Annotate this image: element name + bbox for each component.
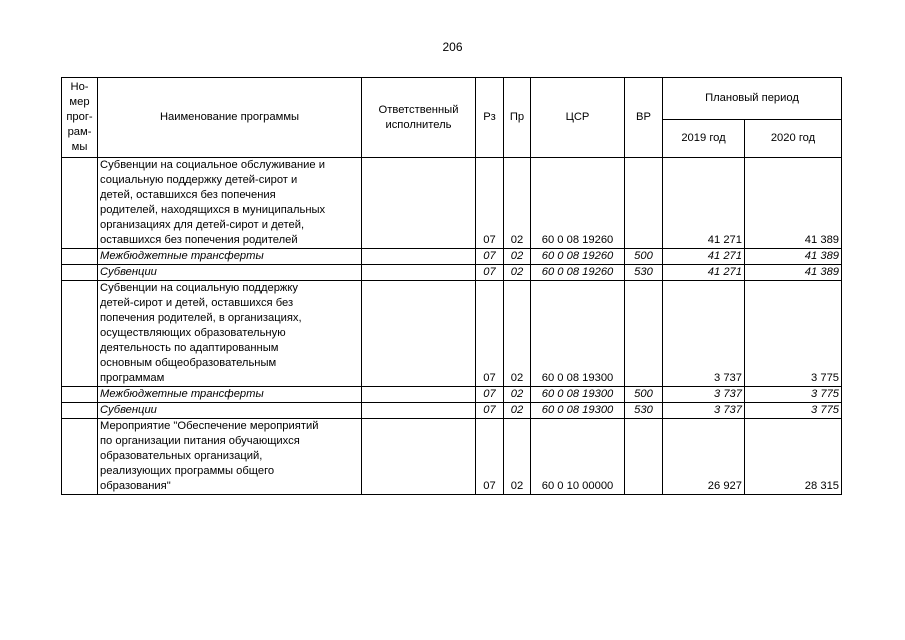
rz-cell: 07 bbox=[476, 281, 504, 387]
pr-cell: 02 bbox=[504, 419, 531, 495]
table-row bbox=[62, 249, 842, 265]
header-executor: Ответственный исполнитель bbox=[362, 78, 476, 158]
program-number-cell bbox=[62, 387, 98, 403]
year-2019-cell: 41 271 bbox=[663, 249, 745, 265]
program-number-cell bbox=[62, 265, 98, 281]
header-planned-period: Плановый период bbox=[663, 78, 842, 120]
vr-cell: 530 bbox=[625, 403, 663, 419]
table-row bbox=[62, 281, 842, 387]
year-2020-cell: 41 389 bbox=[745, 265, 842, 281]
executor-cell bbox=[362, 265, 476, 281]
header-year-2020: 2020 год bbox=[745, 120, 842, 158]
csr-cell: 60 0 08 19260 bbox=[531, 158, 625, 249]
executor-cell bbox=[362, 249, 476, 265]
program-number-cell bbox=[62, 281, 98, 387]
header-vr: ВР bbox=[625, 78, 663, 158]
csr-cell: 60 0 08 19300 bbox=[531, 281, 625, 387]
year-2020-cell: 41 389 bbox=[745, 249, 842, 265]
rz-cell: 07 bbox=[476, 158, 504, 249]
year-2019-cell: 41 271 bbox=[663, 265, 745, 281]
vr-cell: 500 bbox=[625, 387, 663, 403]
csr-cell: 60 0 08 19260 bbox=[531, 265, 625, 281]
budget-table bbox=[61, 77, 842, 495]
program-number-cell bbox=[62, 419, 98, 495]
executor-cell bbox=[362, 419, 476, 495]
header-program-name: Наименование программы bbox=[98, 78, 362, 158]
program-number-cell bbox=[62, 249, 98, 265]
program-name-cell: Субвенции на социальную поддержку детей-сирот и детей, оставшихся без попечения родителей, в организациях, осуществляющих образовательную деятельность по адаптированным основным общеобразовательным программам bbox=[98, 281, 362, 387]
vr-cell: 500 bbox=[625, 249, 663, 265]
header-program-number: Но- мер прог- рам- мы bbox=[62, 78, 98, 158]
csr-cell: 60 0 08 19300 bbox=[531, 403, 625, 419]
pr-cell: 02 bbox=[504, 281, 531, 387]
year-2020-cell: 28 315 bbox=[745, 419, 842, 495]
csr-cell: 60 0 08 19300 bbox=[531, 387, 625, 403]
header-row bbox=[62, 78, 842, 120]
executor-cell bbox=[362, 281, 476, 387]
pr-cell: 02 bbox=[504, 265, 531, 281]
year-2020-cell: 3 775 bbox=[745, 387, 842, 403]
program-number-cell bbox=[62, 158, 98, 249]
year-2019-cell: 26 927 bbox=[663, 419, 745, 495]
rz-cell: 07 bbox=[476, 387, 504, 403]
program-name-cell: Межбюджетные трансферты bbox=[98, 387, 362, 403]
year-2020-cell: 3 775 bbox=[745, 403, 842, 419]
executor-cell bbox=[362, 158, 476, 249]
rz-cell: 07 bbox=[476, 265, 504, 281]
vr-cell: 530 bbox=[625, 265, 663, 281]
table-row bbox=[62, 265, 842, 281]
header-csr: ЦСР bbox=[531, 78, 625, 158]
vr-cell bbox=[625, 281, 663, 387]
program-name-cell: Субвенции на социальное обслуживание и социальную поддержку детей-сирот и детей, оставшихся без попечения родителей, находящихся в муниципальных организациях для детей-сирот и детей, оставшихся без попечения родителей bbox=[98, 158, 362, 249]
page-number: 206 bbox=[442, 40, 463, 54]
year-2019-cell: 3 737 bbox=[663, 403, 745, 419]
year-2019-cell: 3 737 bbox=[663, 387, 745, 403]
rz-cell: 07 bbox=[476, 403, 504, 419]
header-rz: Рз bbox=[476, 78, 504, 158]
pr-cell: 02 bbox=[504, 403, 531, 419]
year-2019-cell: 41 271 bbox=[663, 158, 745, 249]
executor-cell bbox=[362, 403, 476, 419]
year-2019-cell: 3 737 bbox=[663, 281, 745, 387]
program-name-cell: Субвенции bbox=[98, 265, 362, 281]
rz-cell: 07 bbox=[476, 419, 504, 495]
program-name-cell: Межбюджетные трансферты bbox=[98, 249, 362, 265]
year-2020-cell: 3 775 bbox=[745, 281, 842, 387]
program-name-cell: Субвенции bbox=[98, 403, 362, 419]
program-number-cell bbox=[62, 403, 98, 419]
pr-cell: 02 bbox=[504, 387, 531, 403]
executor-cell bbox=[362, 387, 476, 403]
table-row bbox=[62, 387, 842, 403]
table-row bbox=[62, 419, 842, 495]
header-year-2019: 2019 год bbox=[663, 120, 745, 158]
program-name-cell: Мероприятие "Обеспечение мероприятий по организации питания обучающихся образовательных организаций, реализующих программы общего образования" bbox=[98, 419, 362, 495]
csr-cell: 60 0 10 00000 bbox=[531, 419, 625, 495]
rz-cell: 07 bbox=[476, 249, 504, 265]
header-pr: Пр bbox=[504, 78, 531, 158]
year-2020-cell: 41 389 bbox=[745, 158, 842, 249]
table-row bbox=[62, 403, 842, 419]
vr-cell bbox=[625, 158, 663, 249]
pr-cell: 02 bbox=[504, 158, 531, 249]
pr-cell: 02 bbox=[504, 249, 531, 265]
csr-cell: 60 0 08 19260 bbox=[531, 249, 625, 265]
vr-cell bbox=[625, 419, 663, 495]
table-row bbox=[62, 158, 842, 249]
